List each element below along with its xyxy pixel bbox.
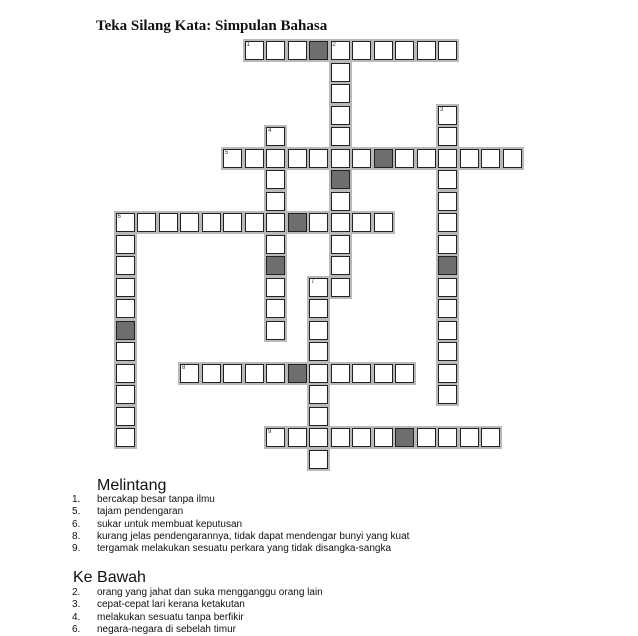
crossword-cell[interactable] [202, 364, 221, 383]
crossword-cell[interactable] [288, 428, 307, 447]
crossword-cell[interactable] [309, 213, 328, 232]
crossword-cell[interactable] [288, 149, 307, 168]
crossword-cell[interactable] [331, 41, 350, 60]
crossword-cell[interactable] [116, 342, 135, 361]
crossword-cell[interactable] [223, 364, 242, 383]
clue-text: sukar untuk membuat keputusan [97, 518, 243, 530]
crossword-cell[interactable] [116, 299, 135, 318]
crossword-cell[interactable] [116, 235, 135, 254]
clue-number: 9. [72, 543, 81, 555]
crossword-cell[interactable] [180, 364, 199, 383]
crossword-cell[interactable] [309, 278, 328, 297]
clue-text: tajam pendengaran [97, 506, 184, 518]
crossword-cell[interactable] [331, 84, 350, 103]
cell-number: 9 [268, 429, 272, 435]
crossword-cell[interactable] [309, 407, 328, 426]
crossword-cell[interactable] [395, 364, 414, 383]
cell-number: 1 [246, 42, 250, 48]
crossword-cell[interactable] [481, 149, 500, 168]
crossword-cell[interactable] [116, 407, 135, 426]
crossword-cell[interactable] [137, 213, 156, 232]
cell-number: 2 [332, 42, 336, 48]
crossword-cell[interactable] [266, 364, 285, 383]
clue-number: 4. [72, 611, 81, 623]
crossword-cell[interactable] [438, 321, 457, 340]
clue-number: 6. [72, 518, 81, 530]
crossword-black-cell [288, 213, 307, 232]
crossword-cell[interactable] [266, 278, 285, 297]
crossword-cell[interactable] [309, 299, 328, 318]
crossword-cell[interactable] [438, 428, 457, 447]
crossword-cell[interactable] [438, 342, 457, 361]
crossword-cell[interactable] [352, 428, 371, 447]
clue-number: 3. [72, 599, 81, 611]
crossword-black-cell [374, 149, 393, 168]
clue-text: negara-negara di sebelah timur [97, 623, 236, 635]
clue-text: cepat-cepat lari kerana ketakutan [97, 599, 245, 611]
crossword-cell[interactable] [352, 149, 371, 168]
crossword-cell[interactable] [374, 41, 393, 60]
crossword-cell[interactable] [374, 428, 393, 447]
cell-number: 8 [182, 364, 186, 371]
clue-text: tergamak melakukan sesuatu perkara yang tidak disangka-sangka [97, 543, 392, 555]
crossword-cell[interactable] [438, 149, 457, 168]
crossword-cell[interactable] [223, 213, 242, 232]
crossword-cell[interactable] [266, 321, 285, 340]
crossword-cell[interactable] [116, 256, 135, 275]
crossword-black-cell [116, 321, 135, 340]
crossword-cell[interactable] [438, 213, 457, 232]
cell-number: 5 [225, 149, 229, 156]
crossword-cell[interactable] [331, 235, 350, 254]
crossword-cell[interactable] [331, 364, 350, 383]
crossword-cell[interactable] [309, 321, 328, 340]
crossword-cell[interactable] [266, 428, 285, 447]
crossword-cell[interactable] [331, 63, 350, 82]
crossword-cell[interactable] [438, 364, 457, 383]
crossword-cell[interactable] [438, 235, 457, 254]
down-heading: Ke Bawah [73, 569, 146, 586]
crossword-cell[interactable] [331, 428, 350, 447]
crossword-cell[interactable] [438, 299, 457, 318]
crossword-cell[interactable] [309, 450, 328, 469]
crossword-cell[interactable] [309, 149, 328, 168]
crossword-cell[interactable] [245, 364, 264, 383]
crossword-cell[interactable] [374, 364, 393, 383]
crossword-cell[interactable] [438, 127, 457, 146]
cell-number: 4 [268, 128, 272, 134]
crossword-cell[interactable] [331, 256, 350, 275]
clue-text: orang yang jahat dan suka mengganggu orang lain [97, 587, 323, 598]
crossword-cell[interactable] [331, 127, 350, 146]
crossword-black-cell [288, 364, 307, 383]
crossword-black-cell [331, 170, 350, 189]
crossword-cell[interactable] [374, 213, 393, 232]
crossword-cell[interactable] [417, 428, 436, 447]
crossword-cell[interactable] [309, 428, 328, 447]
crossword-cell[interactable] [116, 385, 135, 404]
crossword-cell[interactable] [266, 299, 285, 318]
crossword-black-cell [266, 256, 285, 275]
crossword-cell[interactable] [288, 41, 307, 60]
crossword-cell[interactable] [460, 428, 479, 447]
crossword-cell[interactable] [417, 41, 436, 60]
crossword-cell[interactable] [438, 192, 457, 211]
crossword-cell[interactable] [438, 278, 457, 297]
across-heading: Melintang [97, 477, 167, 494]
page-title: Teka Silang Kata: Simpulan Bahasa [96, 18, 328, 34]
crossword-cell[interactable] [503, 149, 522, 168]
clue-number: 6. [72, 623, 81, 635]
crossword-cell[interactable] [202, 213, 221, 232]
crossword-cell[interactable] [266, 170, 285, 189]
crossword-cell[interactable] [352, 41, 371, 60]
crossword-cell[interactable] [309, 364, 328, 383]
cell-number: 6 [117, 214, 121, 220]
crossword-cell[interactable] [266, 192, 285, 211]
crossword-cell[interactable] [266, 127, 285, 146]
crossword-cell[interactable] [395, 149, 414, 168]
clue-number: 8. [72, 530, 81, 542]
crossword-cell[interactable] [245, 149, 264, 168]
crossword-cell[interactable] [266, 41, 285, 60]
crossword-cell[interactable] [159, 213, 178, 232]
crossword-cell[interactable] [481, 428, 500, 447]
crossword-cell[interactable] [266, 149, 285, 168]
crossword-cell[interactable] [331, 278, 350, 297]
crossword-cell[interactable] [460, 149, 479, 168]
clue-text: bercakap besar tanpa ilmu [97, 494, 215, 505]
crossword-cell[interactable] [352, 364, 371, 383]
crossword-cell[interactable] [438, 41, 457, 60]
crossword-cell[interactable] [352, 213, 371, 232]
cell-number: 3 [440, 106, 444, 113]
clue-number: 2. [72, 587, 81, 598]
clue-text: melakukan sesuatu tanpa berfikir [97, 611, 244, 623]
crossword-black-cell [309, 41, 328, 60]
crossword-cell[interactable] [245, 213, 264, 232]
crossword-cell[interactable] [266, 213, 285, 232]
crossword-black-cell [395, 428, 414, 447]
crossword-cell[interactable] [331, 106, 350, 125]
crossword-cell[interactable] [438, 170, 457, 189]
crossword-black-cell [438, 256, 457, 275]
crossword-cell[interactable] [395, 41, 414, 60]
crossword-cell[interactable] [331, 149, 350, 168]
crossword-cell[interactable] [309, 342, 328, 361]
crossword-cell[interactable] [266, 235, 285, 254]
clue-number: 5. [72, 506, 81, 518]
cell-number: 7 [311, 278, 315, 285]
crossword-cell[interactable] [438, 385, 457, 404]
crossword-cell[interactable] [245, 41, 264, 60]
crossword-cell[interactable] [417, 149, 436, 168]
clue-text: kurang jelas pendengarannya, tidak dapat mendengar bunyi yang kuat [97, 530, 410, 542]
crossword-cell[interactable] [223, 149, 242, 168]
crossword-cell[interactable] [309, 385, 328, 404]
crossword-cell[interactable] [438, 106, 457, 125]
crossword-cell[interactable] [180, 213, 199, 232]
crossword-cell[interactable] [116, 364, 135, 383]
crossword-cell[interactable] [116, 213, 135, 232]
crossword-cell[interactable] [331, 213, 350, 232]
crossword-cell[interactable] [331, 192, 350, 211]
crossword-cell[interactable] [116, 428, 135, 447]
crossword-cell[interactable] [116, 278, 135, 297]
clue-number: 1. [72, 494, 81, 505]
